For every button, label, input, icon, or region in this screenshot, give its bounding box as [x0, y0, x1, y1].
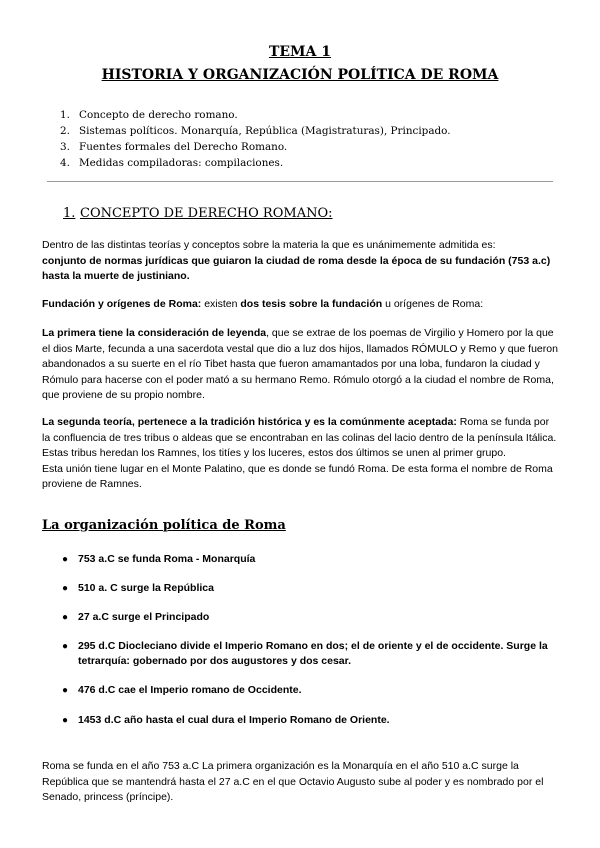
toc-text: Medidas compiladoras: compilaciones. — [79, 157, 284, 169]
tema-heading: TEMA 1 — [268, 44, 332, 60]
list-item — [62, 610, 552, 625]
paragraph-fundacion — [42, 297, 558, 313]
section-heading-concepto — [63, 206, 333, 221]
bullet-icon: ● — [62, 583, 69, 594]
leyenda-label: La primera tiene la consideración de leyenda — [42, 327, 267, 339]
tradicion-label: La segunda teoría, pertenece a la tradición histórica y es la comúnmente aceptada: — [42, 416, 457, 428]
document-title: HISTORIA Y ORGANIZACIÓN POLÍTICA DE ROMA — [101, 67, 499, 83]
fundacion-tesis: dos tesis sobre la fundación — [240, 298, 383, 310]
paragraph-leyenda — [42, 326, 558, 404]
toc-item — [60, 123, 451, 139]
toc-item — [60, 155, 451, 171]
bullet-text: 510 a. C surge la República — [78, 582, 214, 594]
toc-number: 3. — [60, 141, 70, 153]
fundacion-label: Fundación y orígenes de Roma: — [42, 298, 202, 310]
tradicion-text-2: Esta unión tiene lugar en el Monte Palatino, que es donde se fundó Roma. De esta forma el nombre de Roma proviene de Ramnes. — [42, 462, 553, 490]
bullet-icon: ● — [62, 685, 69, 696]
toc-number: 4. — [60, 157, 70, 169]
bullet-text: 295 d.C Diocleciano divide el Imperio Romano en dos; el de oriente y el de occidente. Surge la tetrarquía: gobernado por dos augustores y dos cesar. — [78, 640, 548, 667]
toc-item — [60, 107, 451, 123]
section-number: 1. — [63, 206, 76, 221]
bullet-text: 753 a.C se funda Roma - Monarquía — [78, 553, 256, 565]
table-of-contents — [60, 107, 451, 171]
toc-text: Concepto de derecho romano. — [79, 109, 238, 121]
paragraph-summary: Roma se funda en el año 753 a.C La primera organización es la Monarquía en el año 510 a.C surge la República que se mantendrá hasta el 27 a.C en el que Octavio Augusto sube al poder y es nombrado por el Senado, princess (príncipe). — [42, 760, 544, 803]
list-item — [62, 713, 552, 728]
definition-intro: Dentro de las distintas teorías y conceptos sobre la materia la que es unánimemente admitida es: — [42, 239, 496, 251]
list-item — [62, 683, 552, 698]
toc-text: Sistemas políticos. Monarquía, República (Magistraturas), Principado. — [79, 125, 451, 137]
toc-text: Fuentes formales del Derecho Romano. — [79, 141, 288, 153]
tradicion-text: Roma se funda por la confluencia de tres tribus o aldeas que se encontraban en las colinas del lacio dentro de la península Itálica. Estas tribus heredan los Ramnes, los titíes y los luceres, estos dos últimos se unen al primer grupo. — [42, 416, 557, 459]
leyenda-text: , que se extrae de los poemas de Virgilio y Homero por la que el dios Marte, fecunda a una sacerdota vestal que dio a luz dos hijos, llamados RÓMULO y Remo y que fueron abandonados a su suerte en el río Tibet hasta que fueron amamantados por una loba, fundaron la ciudad y Rómulo para hacerse con el poder mató a su hermano Remo. Rómulo otorgó a la ciudad el nombre de Roma, que proviene de su propio nombre. — [42, 327, 558, 401]
definition-bold: conjunto de normas jurídicas que guiaron la ciudad de roma desde la época de su fundación (753 a.c) hasta la muerte de justiniano. — [42, 254, 551, 282]
list-item — [62, 581, 552, 596]
toc-number: 2. — [60, 125, 70, 137]
bullet-text: 27 a.C surge el Principado — [78, 611, 210, 623]
bullet-icon: ● — [62, 715, 69, 726]
bullet-text: 1453 d.C año hasta el cual dura el Imperio Romano de Oriente. — [78, 714, 390, 726]
section-heading-organizacion: La organización política de Roma — [42, 518, 286, 533]
paragraph-definition — [42, 238, 558, 285]
toc-number: 1. — [60, 109, 70, 121]
bullet-icon: ● — [62, 641, 69, 652]
bullet-text: 476 d.C cae el Imperio romano de Occidente. — [78, 684, 302, 696]
fundacion-text: existen — [201, 298, 241, 310]
section-title: CONCEPTO DE DERECHO ROMANO: — [80, 206, 333, 221]
paragraph-tradicion — [42, 415, 558, 493]
fundacion-text-end: u orígenes de Roma: — [382, 298, 484, 310]
horizontal-divider — [47, 181, 553, 182]
toc-item — [60, 139, 451, 155]
list-item — [62, 552, 552, 567]
list-item — [62, 639, 552, 669]
bullet-icon: ● — [62, 612, 69, 623]
bullet-icon: ● — [62, 554, 69, 565]
